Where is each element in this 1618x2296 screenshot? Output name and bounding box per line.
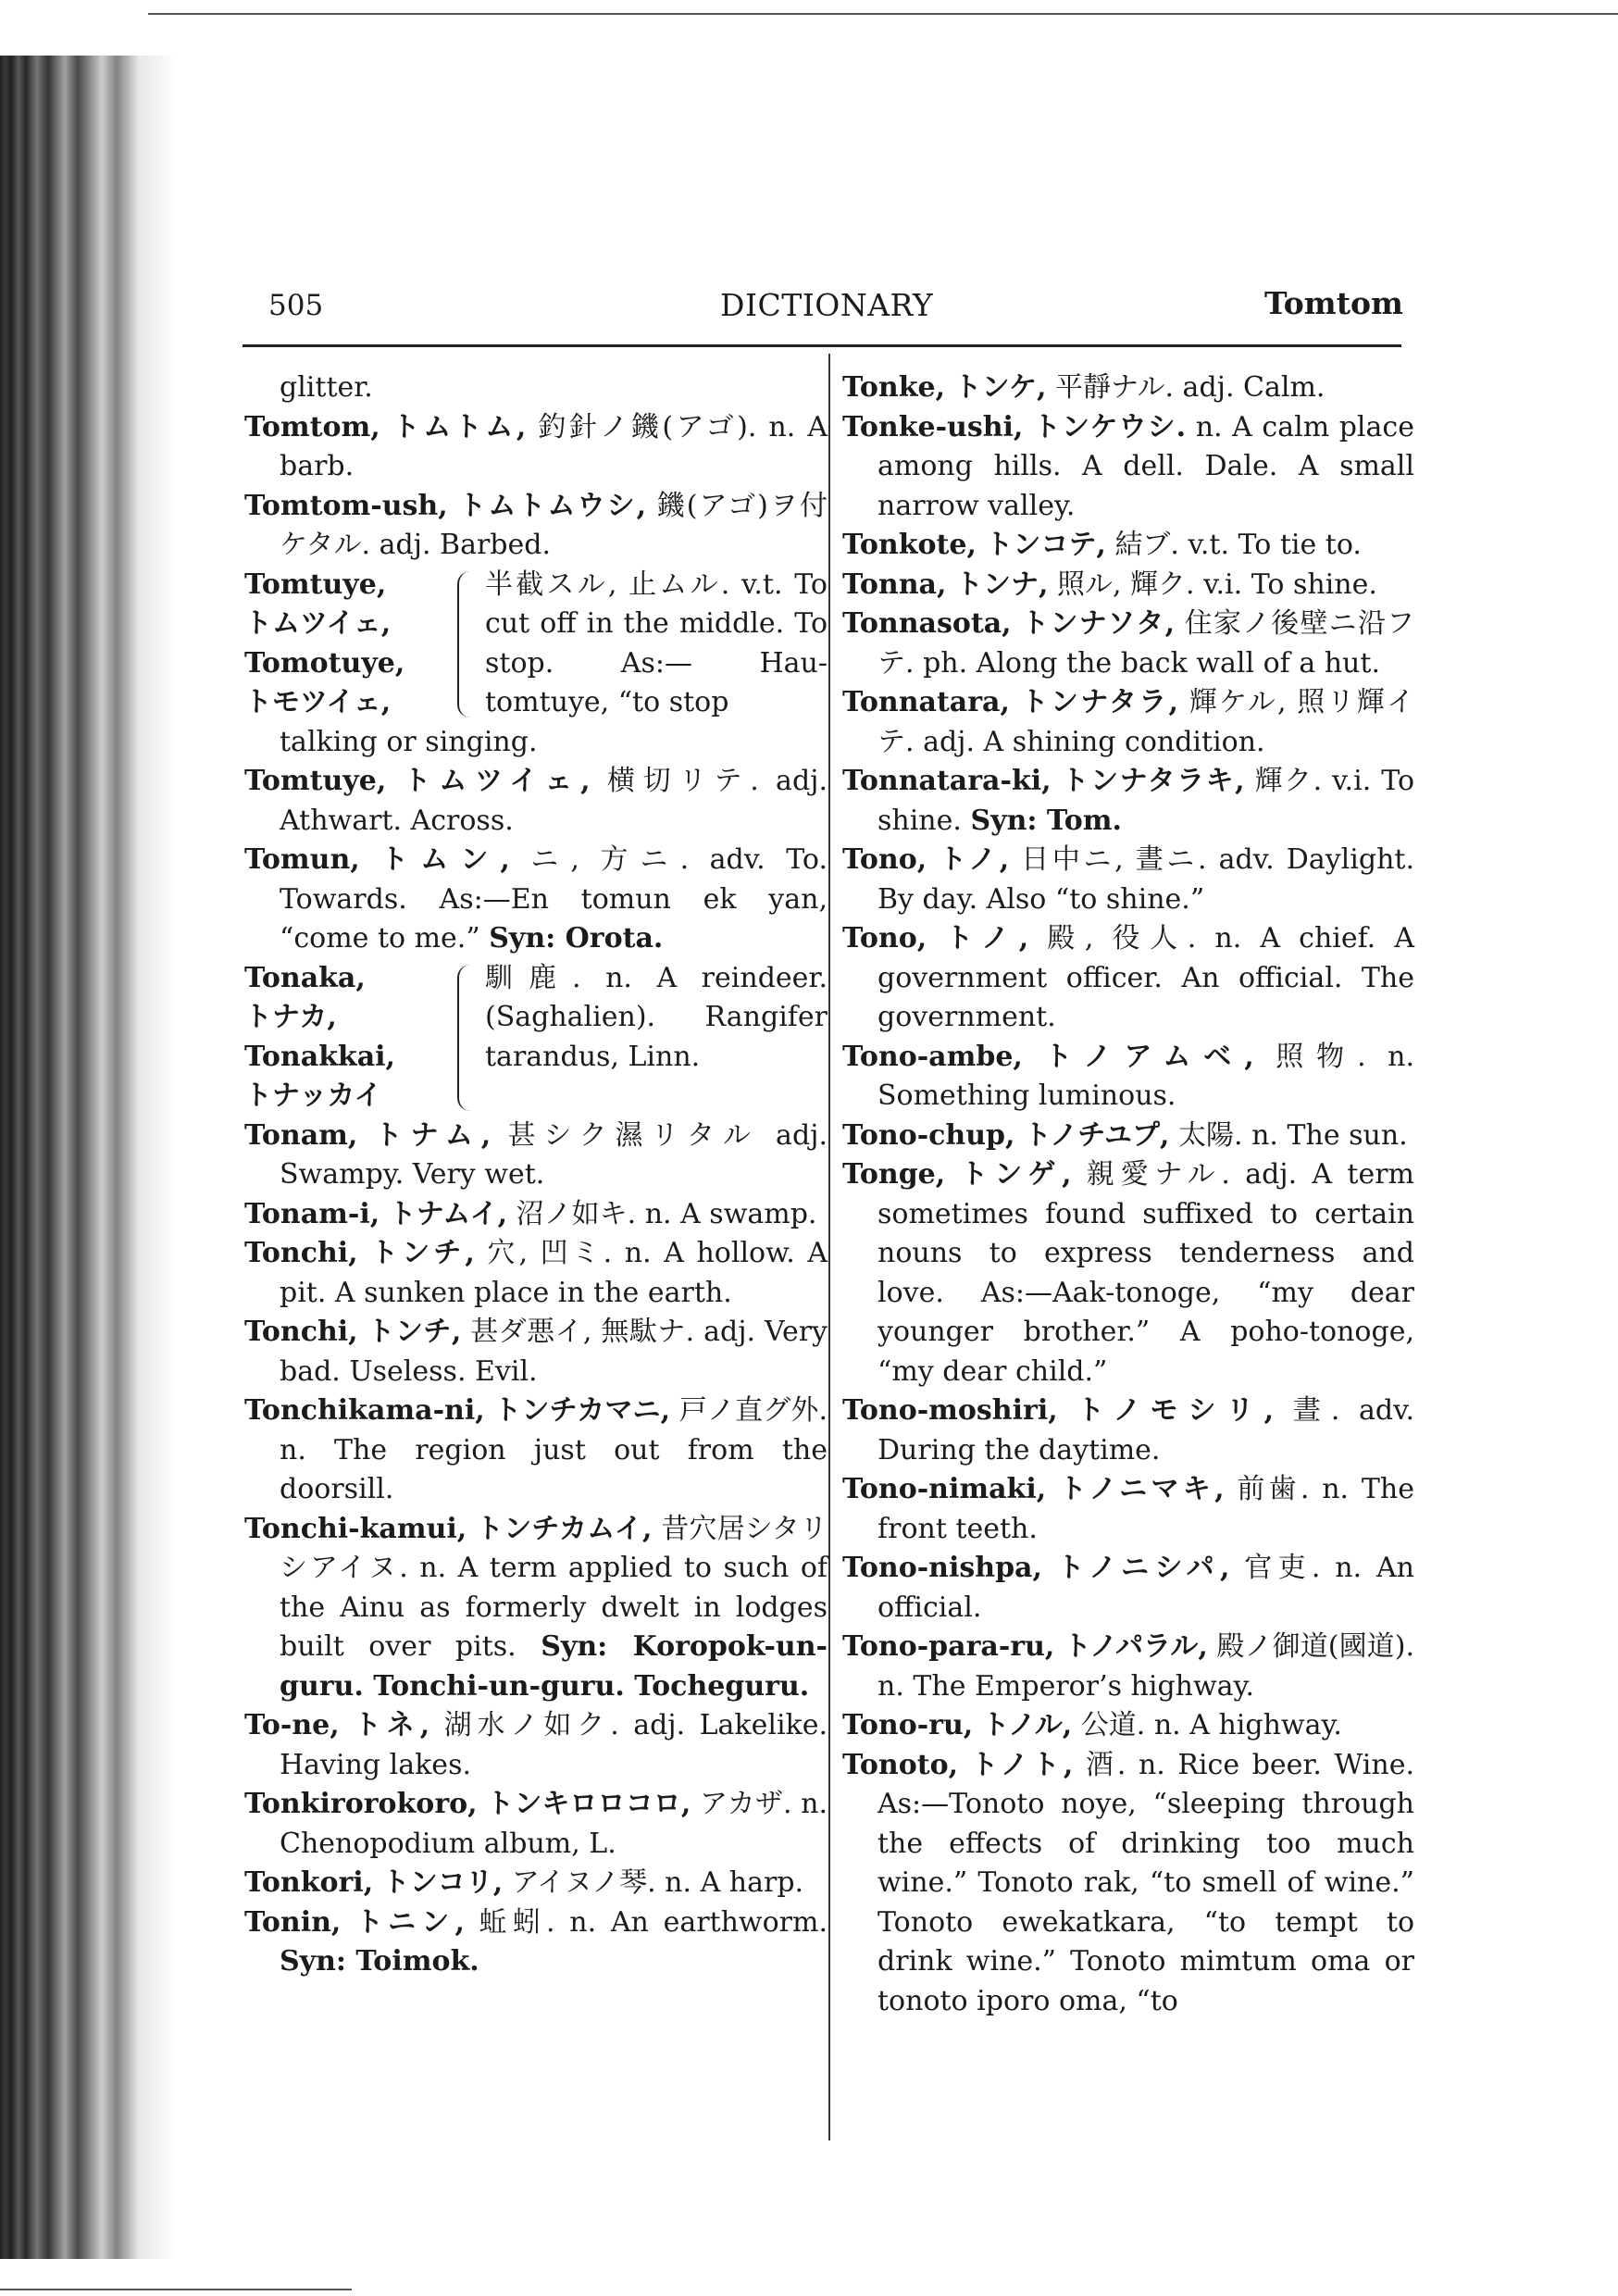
katakana-reading: トノチユプ, [1024, 1118, 1170, 1152]
column-divider [828, 354, 830, 2140]
headword: To-ne, [244, 1709, 340, 1741]
synonym-reference: Syn: Tom. [970, 804, 1122, 837]
headword: Tono, [842, 922, 927, 955]
headword: トムツイェ, [244, 607, 392, 640]
dictionary-entry [244, 1785, 828, 1864]
entry-definition: ニ, 方ニ. adv. To. Towards. As:—En tomun ek yan, “come to me.” [280, 843, 828, 955]
guide-word: Tomtom [1264, 285, 1403, 321]
dictionary-entry [244, 1195, 828, 1235]
headword: Tonoto, [842, 1748, 959, 1781]
entry-definition: 酒. n. Rice beer. Wine. As:—Tonoto noye, “sleeping through the effects of drinking too much wine.” Tonoto rak, “to smell of wine.” Tonoto ewekatkara, “to tempt to drink wine.” Tonoto mimtum oma or tonoto iporo oma, “to [877, 1748, 1414, 2017]
dictionary-entry [244, 841, 828, 959]
entry-definition: 鐖(アゴ)ヲ付ケタル. adj. Barbed. [280, 489, 828, 561]
dictionary-entry [842, 1391, 1414, 1470]
grouped-entry [244, 959, 828, 1117]
entry-definition: 前歯. n. The front teeth. [877, 1473, 1414, 1545]
headword: トナカ, [244, 1001, 337, 1033]
dictionary-entry [244, 1864, 828, 1903]
katakana-reading: トンキロロコロ, [486, 1788, 691, 1820]
bottom-edge-rule [0, 2289, 352, 2290]
katakana-reading: トノアムベ, [1044, 1040, 1254, 1073]
dictionary-entry [842, 1549, 1414, 1628]
entry-definition: 親愛ナル. adj. A term sometimes found suffixed to certain nouns to express tenderness and love. As:—Aak-tonoge, “my dear younger brother.” A poho-tonoge, “my dear child.” [877, 1158, 1414, 1388]
entry-definition: 公道. n. A highway. [1080, 1709, 1342, 1741]
headword: Tonam, [244, 1118, 358, 1152]
headword: Tomun, [244, 843, 360, 876]
dictionary-entry [842, 1628, 1414, 1706]
katakana-reading: トノル, [981, 1709, 1073, 1741]
katakana-reading: トノニマキ, [1059, 1473, 1225, 1505]
katakana-reading: トンコリ, [381, 1866, 504, 1899]
dictionary-entry [842, 1038, 1414, 1117]
headword: Tomtom-ush, [244, 489, 448, 522]
headword: Tonnatara, [842, 686, 1010, 718]
dictionary-entry [244, 1313, 828, 1391]
headword: Tono-nimaki, [842, 1473, 1047, 1505]
katakana-reading: トノ, [945, 922, 1029, 955]
entry-definition: 殿ノ御道(國道). n. The Emperor’s highway. [877, 1630, 1414, 1703]
headword: トナッカイ [244, 1079, 382, 1112]
katakana-reading: トンゲ, [960, 1158, 1072, 1191]
dictionary-entry [244, 1706, 828, 1785]
katakana-reading: トネ, [354, 1709, 430, 1741]
headword: Tonam-i, [244, 1197, 380, 1230]
entry-definition: 甚ダ悪イ, 無駄ナ. adj. Very bad. Useless. Evil. [280, 1316, 828, 1388]
entry-definition: 昔穴居シタリシアイヌ. n. A term applied to such of the Ainu as formerly dwelt in lodges built over pits. [280, 1512, 828, 1663]
katakana-reading: トンナタラキ, [1061, 765, 1245, 797]
entry-definition: 輝ケル, 照リ輝イテ. adj. A shining condition. [877, 686, 1414, 758]
headword: Tonkirorokoro, [244, 1788, 478, 1820]
headword: Tonkori, [244, 1866, 374, 1899]
entry-definition: 半截スル, 止ムル. v.t. To cut off in the middle. To stop. As:— Hau-tomtuye, “to stop [485, 568, 828, 718]
entry-definition: 照ル, 輝ク. v.i. To shine. [1056, 568, 1377, 601]
entry-definition: 沼ノ如キ. n. A swamp. [516, 1197, 817, 1230]
running-head: DICTIONARY [720, 287, 934, 323]
entry-definition: 住家ノ後壁ニ沿フテ. ph. Along the back wall of a hut. [877, 607, 1414, 680]
header-rule [243, 344, 1401, 347]
dictionary-entry [244, 1391, 828, 1510]
katakana-reading: トノモシリ, [1077, 1394, 1275, 1427]
katakana-reading: トンナ, [954, 568, 1049, 601]
headword: Tomtom, [244, 410, 380, 443]
headword: Tomtuye, [244, 765, 387, 797]
dictionary-entry [842, 605, 1414, 683]
headword: Tono-nishpa, [842, 1552, 1042, 1584]
entry-definition: アイヌノ琴. n. A harp. [511, 1866, 804, 1899]
katakana-reading: トンケ, [953, 371, 1047, 404]
brace-glyph [457, 571, 476, 718]
headword: Tonge, [842, 1158, 946, 1191]
katakana-reading: トノニシパ, [1056, 1552, 1230, 1584]
katakana-reading: トンナタラ, [1020, 686, 1178, 718]
dictionary-entry [244, 1117, 828, 1195]
top-edge-rule [148, 13, 1618, 15]
katakana-reading: トムン, [380, 843, 510, 876]
headword: Tonchi, [244, 1237, 358, 1269]
synonym-reference: Syn: Toimok. [280, 1945, 479, 1978]
dictionary-entry [244, 408, 828, 487]
headword: Tonchikama-ni, [244, 1394, 485, 1427]
book-binding-shadow [0, 56, 176, 2259]
headword: Tomtuye, [244, 568, 387, 601]
page-number: 505 [268, 289, 324, 322]
dictionary-entry [842, 1117, 1414, 1156]
entry-definition: 平靜ナル. adj. Calm. [1054, 371, 1326, 404]
dictionary-entry [244, 487, 828, 566]
headword: Tonakkai, [244, 1040, 395, 1073]
entry-continuation: talking or singing. [280, 725, 538, 758]
entry-continuation: glitter. [280, 371, 373, 404]
katakana-reading: トンコテ, [985, 529, 1106, 561]
headword: Tonna, [842, 568, 947, 601]
katakana-reading: トンチカムイ, [476, 1512, 653, 1545]
dictionary-entry [842, 1155, 1414, 1391]
katakana-reading: トムツイェ, [403, 765, 591, 797]
headword: Tono-chup, [842, 1118, 1015, 1152]
entry-definition: 殿, 役人. n. A chief. A government officer. An official. The government. [877, 922, 1414, 1033]
dictionary-entry [842, 1746, 1414, 2022]
dictionary-entry [842, 683, 1414, 762]
katakana-reading: トムトム, [392, 410, 527, 443]
dictionary-entry [842, 919, 1414, 1038]
dictionary-entry [842, 1706, 1414, 1746]
entry-definition: 馴鹿. n. A reindeer. (Saghalien). Rangifer tarandus, Linn. [485, 961, 828, 1073]
left-column [244, 368, 828, 1982]
dictionary-entry [842, 408, 1414, 527]
headword: Tonaka, [244, 961, 366, 994]
entry-definition: アカザ. n. Chenopodium album, L. [280, 1788, 828, 1860]
entry-definition: n. A calm place among hills. A dell. Dale. A small narrow valley. [877, 410, 1414, 522]
headword: Tomotuye, [244, 646, 405, 680]
dictionary-entry [244, 1903, 828, 1982]
entry-definition: 太陽. n. The sun. [1178, 1118, 1408, 1152]
dictionary-entry [842, 566, 1414, 605]
dictionary-entry [244, 762, 828, 841]
dictionary-entry [842, 762, 1414, 841]
katakana-reading: トナムイ, [388, 1197, 508, 1230]
entry-definition: 横切リテ. adj. Athwart. Across. [280, 765, 828, 837]
grouped-headwords [244, 566, 457, 723]
katakana-reading: トノト, [970, 1748, 1074, 1781]
entry-definition: 結ブ. v.t. To tie to. [1114, 529, 1362, 561]
headword: Tonchi, [244, 1316, 358, 1348]
headword: Tonin, [244, 1905, 342, 1939]
headword: Tonchi-kamui, [244, 1512, 467, 1545]
headword: Tonnasota, [842, 607, 1012, 640]
entry-definition: 官吏. n. An official. [877, 1552, 1414, 1624]
synonym-reference: Syn: Koropok-un-guru. Tonchi-un-guru. Tocheguru. [280, 1630, 828, 1703]
katakana-reading: トンチカマニ, [493, 1394, 671, 1427]
katakana-reading: トンチ, [370, 1237, 475, 1269]
dictionary-entry [244, 1234, 828, 1313]
entry-definition: 日中ニ, 晝ニ. adv. Daylight. By day. Also “to shine.” [877, 843, 1414, 916]
headword: Tono-ru, [842, 1709, 974, 1741]
grouped-headwords [244, 959, 457, 1117]
dictionary-entry [842, 1470, 1414, 1549]
katakana-reading: トンチ, [367, 1316, 462, 1348]
headword: Tono-moshiri, [842, 1394, 1058, 1427]
synonym-reference: Syn: Orota. [489, 922, 664, 955]
katakana-reading: トニン, [355, 1905, 465, 1939]
dictionary-entry [842, 526, 1414, 566]
right-column [842, 368, 1414, 2021]
entry-definition: 戸ノ直グ外. n. The region just out from the doorsill. [280, 1394, 828, 1505]
entry-definition: 蚯蚓. n. An earthworm. [479, 1905, 828, 1939]
grouped-entry [244, 566, 828, 723]
entry-definition: 湖水ノ如ク. adj. Lakelike. Having lakes. [280, 1709, 828, 1781]
katakana-reading: トノ, [939, 843, 1010, 876]
headword: Tonkote, [842, 529, 977, 561]
entry-definition: 輝ク. v.i. To shine. [877, 765, 1415, 837]
entry-definition: 穴, 凹ミ. n. A hollow. A pit. A sunken place in the earth. [280, 1237, 828, 1309]
entry-definition: 晝. adv. During the daytime. [877, 1394, 1414, 1466]
entry-definition: 照物. n. Something luminous. [877, 1040, 1414, 1112]
dictionary-entry [842, 368, 1414, 408]
brace-glyph [457, 965, 476, 1111]
dictionary-entry [842, 841, 1414, 919]
headword: Tonke-ushi, [842, 410, 1024, 443]
katakana-reading: トンナソタ, [1021, 607, 1176, 640]
headword: Tono-para-ru, [842, 1630, 1055, 1663]
katakana-reading: トンケウシ. [1032, 410, 1187, 443]
headword: トモツイェ, [244, 686, 392, 718]
katakana-reading: トノパラル, [1063, 1630, 1208, 1663]
headword: Tonnatara-ki, [842, 765, 1052, 797]
headword: Tono, [842, 843, 927, 876]
dictionary-entry [244, 1510, 828, 1707]
entry-definition: 釣針ノ鐖(アゴ). n. A barb. [280, 410, 828, 482]
entry-definition: 甚シク濕リタル adj. Swampy. Very wet. [280, 1118, 828, 1191]
katakana-reading: トナム, [374, 1118, 492, 1152]
katakana-reading: トムトムウシ, [458, 489, 647, 522]
headword: Tonke, [842, 371, 946, 404]
headword: Tono-ambe, [842, 1040, 1023, 1073]
